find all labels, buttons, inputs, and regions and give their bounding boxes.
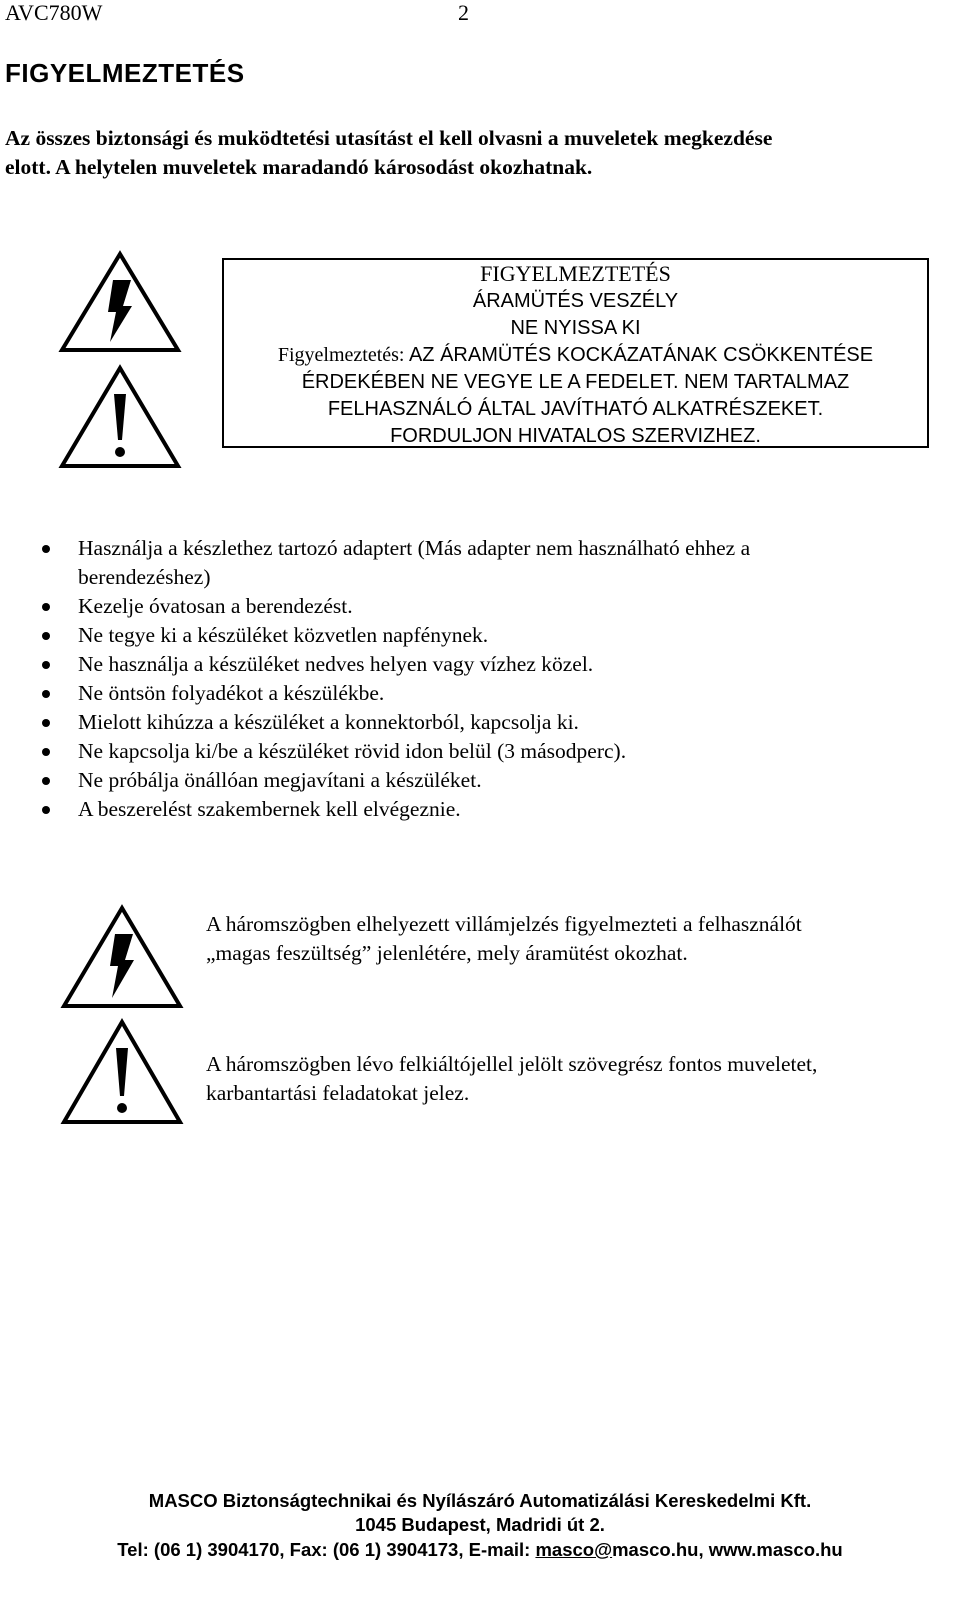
bullet-icon	[42, 777, 50, 785]
exclamation-explanation-line-2: karbantartási feladatokat jelez.	[206, 1081, 470, 1105]
list-item	[42, 795, 922, 824]
footer-company: MASCO Biztonságtechnikai és Nyílászáró Automatizálási Kereskedelmi Kft.	[148, 1490, 812, 1511]
warning-box-line-7: FORDULJON HIVATALOS SZERVIZHEZ.	[390, 425, 761, 447]
warning-box	[222, 258, 929, 448]
bullet-icon	[42, 719, 50, 727]
list-item-text: Ne tegye ki a készüléket közvetlen napfénynek.	[78, 623, 489, 647]
list-item	[42, 534, 922, 592]
list-item-text: Ne használja a készüléket nedves helyen vagy vízhez közel.	[78, 652, 594, 676]
exclamation-warning-icon	[58, 364, 182, 470]
intro-paragraph	[5, 124, 905, 182]
bullet-icon	[42, 632, 50, 640]
footer-email-domain: masco.hu	[612, 1539, 699, 1560]
lightning-warning-icon	[58, 250, 182, 354]
list-item	[42, 737, 922, 766]
footer-contact: Tel: (06 1) 3904170, Fax: (06 1) 3904173, E-mail: masco@masco.hu, www.masco.hu	[117, 1539, 843, 1560]
lightning-symbol-explanation	[206, 910, 936, 968]
lightning-symbol-icon	[60, 904, 184, 1010]
page-title: FIGYELMEZTETÉS	[5, 58, 245, 88]
list-item-text-continued: berendezéshez)	[78, 565, 211, 589]
warning-box-line-3: NE NYISSA KI	[510, 317, 641, 339]
list-item-text: Használja a készlethez tartozó adaptert (Más adapter nem használható ehhez a	[78, 536, 751, 560]
intro-line-2: elott. A helytelen muveletek maradandó károsodást okozhatnak.	[5, 155, 593, 179]
list-item-text: Ne kapcsolja ki/be a készüléket rövid idon belül (3 másodperc).	[78, 739, 627, 763]
list-item	[42, 592, 922, 621]
bullet-icon	[42, 690, 50, 698]
list-item-text: Ne próbálja önállóan megjavítani a készüléket.	[78, 768, 482, 792]
safety-bullet-list	[42, 534, 922, 824]
lightning-explanation-line-2: „magas feszültség” jelenlétére, mely áramütést okozhat.	[206, 941, 688, 965]
warning-box-line-6: FELHASZNÁLÓ ÁLTAL JAVÍTHATÓ ALKATRÉSZEKET.	[327, 398, 824, 420]
warning-box-line-2: ÁRAMÜTÉS VESZÉLY	[472, 290, 679, 312]
intro-line-1: Az összes biztonsági és muködtetési utasítást el kell olvasni a muveletek megkezdése	[5, 126, 773, 150]
footer-address: 1045 Budapest, Madridi út 2.	[355, 1514, 605, 1535]
warning-box-heading: FIGYELMEZTETÉS	[480, 261, 671, 286]
bullet-icon	[42, 545, 50, 553]
warning-box-label: Figyelmeztetés:	[277, 344, 405, 366]
bullet-icon	[42, 661, 50, 669]
footer-website: www.masco.hu	[708, 1539, 843, 1560]
bullet-icon	[42, 603, 50, 611]
exclamation-symbol-explanation	[206, 1050, 936, 1108]
bullet-icon	[42, 748, 50, 756]
exclamation-symbol-icon	[60, 1018, 184, 1126]
list-item-text: Ne öntsön folyadékot a készülékbe.	[78, 681, 385, 705]
model-number: AVC780W	[5, 0, 103, 25]
list-item	[42, 708, 922, 737]
footer-contact-numbers: Tel: (06 1) 3904170, Fax: (06 1) 3904173, E-mail:	[117, 1539, 536, 1560]
bullet-icon	[42, 806, 50, 814]
list-item	[42, 621, 922, 650]
lightning-explanation-line-1: A háromszögben elhelyezett villámjelzés figyelmezteti a felhasználót	[206, 912, 802, 936]
list-item-text: Kezelje óvatosan a berendezést.	[78, 594, 353, 618]
footer-email-link[interactable]: masco@	[535, 1539, 613, 1560]
page-number: 2	[458, 0, 469, 25]
warning-box-line-4	[224, 342, 927, 369]
exclamation-explanation-line-1: A háromszögben lévo felkiáltójellel jelölt szövegrész fontos muveletet,	[206, 1052, 818, 1076]
list-item	[42, 679, 922, 708]
list-item-text: A beszerelést szakembernek kell elvégeznie.	[78, 797, 461, 821]
warning-box-line-4-text: AZ ÁRAMÜTÉS KOCKÁZATÁNAK CSÖKKENTÉSE	[408, 344, 874, 366]
list-item	[42, 766, 922, 795]
warning-box-line-5: ÉRDEKÉBEN NE VEGYE LE A FEDELET. NEM TARTALMAZ	[301, 371, 850, 393]
list-item-text: Mielott kihúzza a készüléket a konnektorból, kapcsolja ki.	[78, 710, 579, 734]
list-item	[42, 650, 922, 679]
